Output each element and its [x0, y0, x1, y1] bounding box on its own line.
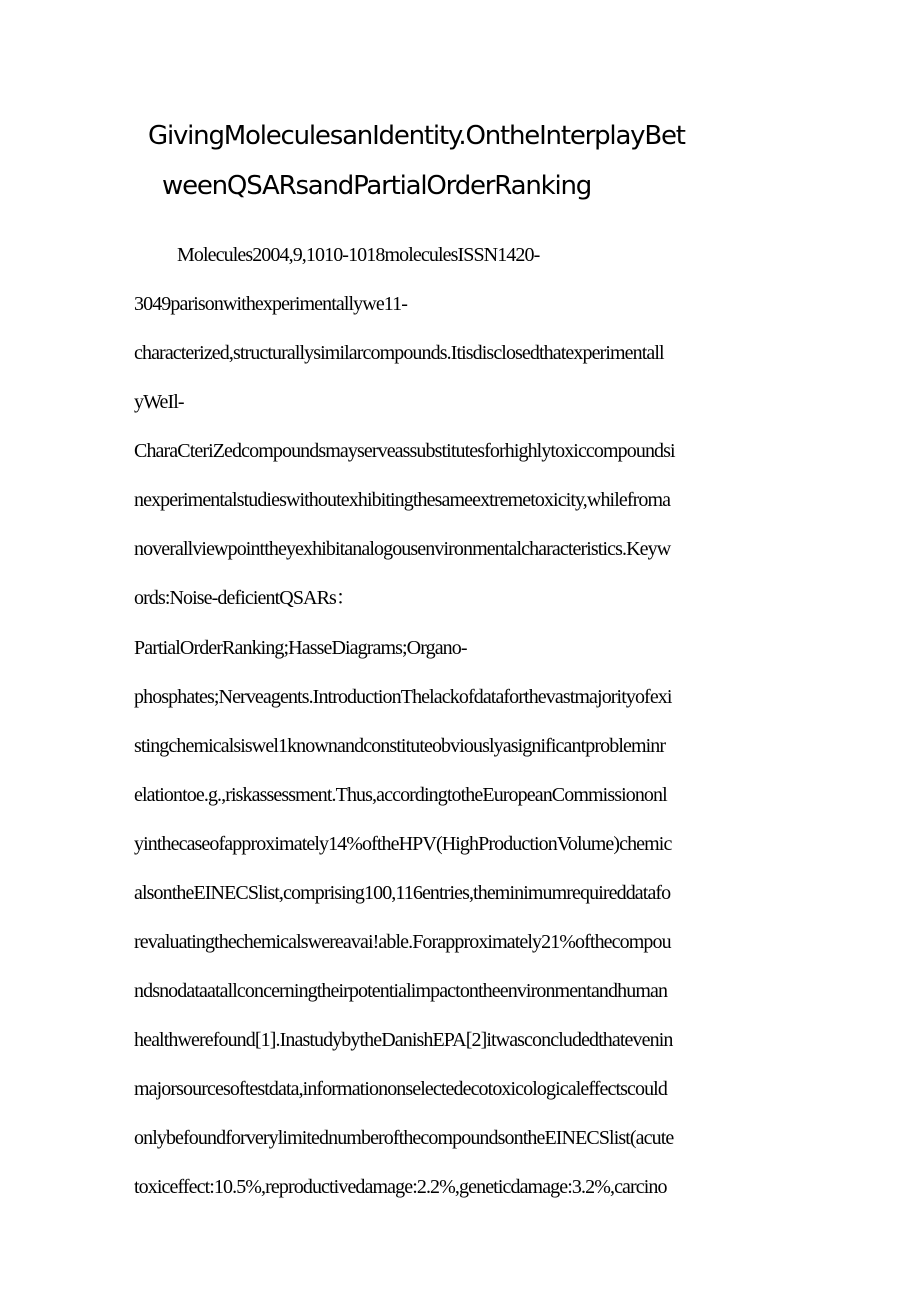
body-line: yWeIl- — [134, 391, 184, 413]
body-line: yinthecaseofapproximately14%oftheHPV(HighProductionVolume)chemic — [134, 833, 672, 855]
body-line: onlybefoundforverylimitednumberofthecompoundsontheEINECSlist(acute — [134, 1127, 674, 1149]
body-line: ords:Noise-deficientQSARs： — [134, 587, 356, 609]
body-line: phosphates;Nerveagents.IntroductionThelackofdataforthevastmajorityofexi — [134, 686, 672, 708]
body-line: alsontheEINECSlist,comprising100,116entries,theminimumrequireddatafo — [134, 882, 671, 904]
body-line: healthwerefound[1].InastudybytheDanishEPA[2]itwasconcludedthatevenin — [134, 1029, 673, 1051]
body-line: revaluatingthechemicalswereavai!able.Forapproximately21%ofthecompou — [134, 931, 671, 953]
document-title-line-2: weenQSARsandPartialOrderRanking — [162, 171, 592, 201]
body-line: 3049parisonwithexperimentallywe11- — [134, 293, 408, 315]
body-line: ndsnodataatallconcerningtheirpotentialimpactontheenvironmentandhuman — [134, 980, 668, 1002]
body-line: noverallviewpointtheyexhibitanalogousenvironmentalcharacteristics.Keyw — [134, 538, 671, 560]
body-line: PartialOrderRanking;HasseDiagrams;Organo- — [134, 637, 467, 659]
body-line: majorsourcesoftestdata,informationonselectedecotoxicologicaleffectscould — [134, 1078, 667, 1100]
body-line: elationtoe.g.,riskassessment.Thus,accordingtotheEuropeanCommissiononl — [134, 784, 667, 806]
body-line: Molecules2004,9,1010-1018moleculesISSN1420- — [177, 244, 540, 266]
body-line: toxiceffect:10.5%,reproductivedamage:2.2%,geneticdamage:3.2%,carcino — [134, 1176, 667, 1198]
body-line: stingchemicalsiswel1knownandconstituteobviouslyasignificantprobleminr — [134, 735, 666, 757]
body-line: nexperimentalstudieswithoutexhibitingthesameextremetoxicity,whilefroma — [134, 489, 671, 511]
document-title-line-1: GivingMoleculesanIdentity.OntheInterplayBet — [148, 121, 685, 151]
body-line: characterized,structurallysimilarcompounds.Itisdisclosedthatexperimentall — [134, 342, 664, 364]
body-line: CharaCteriZedcompoundsmayserveassubstitutesforhighlytoxiccompoundsi — [134, 440, 675, 462]
